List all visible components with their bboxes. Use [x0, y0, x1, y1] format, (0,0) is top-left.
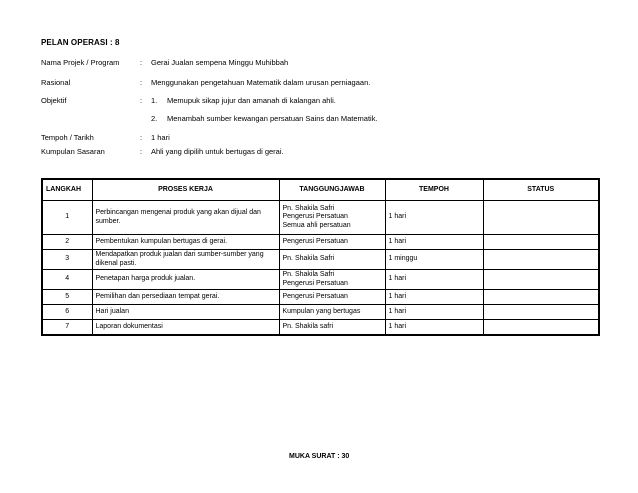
cell-responsibility: [279, 235, 385, 250]
cell-responsibility: [279, 320, 385, 335]
header-process: PROSES KERJA: [92, 179, 279, 201]
cell-status: [483, 270, 599, 290]
responsibility-line: Pn. Shakila Safri: [282, 271, 335, 278]
cell-step: 6: [42, 305, 92, 320]
objective-number: 2.: [151, 114, 158, 123]
project-value: Gerai Jualan sempena Minggu Muhibbah: [151, 58, 289, 67]
responsibility-line: Pengerusi Persatuan: [282, 213, 348, 221]
cell-duration: 1 hari: [385, 290, 483, 305]
table-header-row: [42, 179, 599, 201]
cell-status: [483, 235, 599, 250]
colon: :: [140, 58, 143, 67]
cell-step: 2: [42, 235, 92, 250]
colon: :: [140, 96, 143, 105]
cell-step: 1: [42, 201, 92, 235]
responsibility-line: Kumpulan yang bertugas: [282, 307, 361, 315]
cell-status: [483, 250, 599, 270]
cell-process: Pembentukan kumpulan bertugas di gerai.: [92, 235, 279, 250]
cell-status: [483, 201, 599, 235]
table-row: [42, 305, 599, 320]
target-label: Kumpulan Sasaran: [41, 147, 105, 156]
cell-status: [483, 290, 599, 305]
cell-step: 3: [42, 250, 92, 270]
header-duration: TEMPOH: [385, 179, 483, 201]
duration-label: Tempoh / Tarikh: [41, 133, 94, 142]
page-title: PELAN OPERASI : 8: [41, 38, 120, 47]
colon: :: [140, 78, 143, 87]
objective-text: Memupuk sikap jujur dan amanah di kalangan ahli.: [167, 96, 336, 105]
cell-responsibility: [279, 201, 385, 235]
header-step: LANGKAH: [42, 179, 92, 201]
cell-duration: 1 minggu: [385, 250, 483, 270]
responsibility-line: Semua ahli persatuan: [282, 221, 351, 229]
cell-step: 4: [42, 270, 92, 290]
responsibility-line: Pn. Shakila Safri: [282, 204, 335, 212]
cell-step: 5: [42, 290, 92, 305]
cell-duration: 1 hari: [385, 305, 483, 320]
operations-table: [41, 178, 600, 336]
header-status: STATUS: [483, 179, 599, 201]
table-row: [42, 250, 599, 270]
cell-duration: 1 hari: [385, 201, 483, 235]
colon: :: [140, 133, 143, 142]
rationale-label: Rasional: [41, 78, 71, 87]
colon: :: [140, 147, 143, 156]
cell-process: Laporan dokumentasi: [92, 320, 279, 335]
objective-number: 1.: [151, 96, 158, 105]
cell-duration: 1 hari: [385, 320, 483, 335]
cell-responsibility: [279, 290, 385, 305]
objective-label: Objektif: [41, 96, 67, 105]
responsibility-line: Pn. Shakila safri: [282, 322, 334, 330]
cell-process: Perbincangan mengenai produk yang akan dijual dan sumber.: [92, 201, 279, 235]
cell-process: Penetapan harga produk jualan.: [92, 270, 279, 290]
table-row: [42, 270, 599, 290]
cell-process: Hari jualan: [92, 305, 279, 320]
cell-status: [483, 320, 599, 335]
cell-status: [483, 305, 599, 320]
cell-responsibility: [279, 250, 385, 270]
target-value: Ahli yang dipilih untuk bertugas di gerai.: [151, 147, 284, 156]
duration-value: 1 hari: [151, 133, 170, 142]
table-row: [42, 235, 599, 250]
rationale-value: Menggunakan pengetahuan Matematik dalam urusan perniagaan.: [151, 78, 371, 87]
header-responsibility: TANGGUNGJAWAB: [279, 179, 385, 201]
cell-process: Mendapatkan produk jualan dari sumber-sumber yang dikenal pasti.: [92, 250, 279, 270]
table-row: [42, 201, 599, 235]
project-label: Nama Projek / Program: [41, 58, 120, 67]
cell-responsibility: [279, 305, 385, 320]
table-row: [42, 290, 599, 305]
table-row: [42, 320, 599, 335]
responsibility-line: Pengerusi Persatuan: [282, 237, 348, 245]
responsibility-line: Pn. Shakila Safri: [282, 255, 335, 263]
cell-step: 7: [42, 320, 92, 335]
cell-duration: 1 hari: [385, 235, 483, 250]
cell-duration: 1 hari: [385, 270, 483, 290]
cell-process: Pemilihan dan persediaan tempat gerai.: [92, 290, 279, 305]
responsibility-line: Pengerusi Persatuan: [282, 292, 348, 300]
responsibility-line: Pengerusi Persatuan: [282, 279, 348, 287]
objective-text: Menambah sumber kewangan persatuan Sains dan Matematik.: [167, 114, 378, 123]
page-number: MUKA SURAT : 30: [289, 453, 350, 460]
cell-responsibility: [279, 270, 385, 290]
